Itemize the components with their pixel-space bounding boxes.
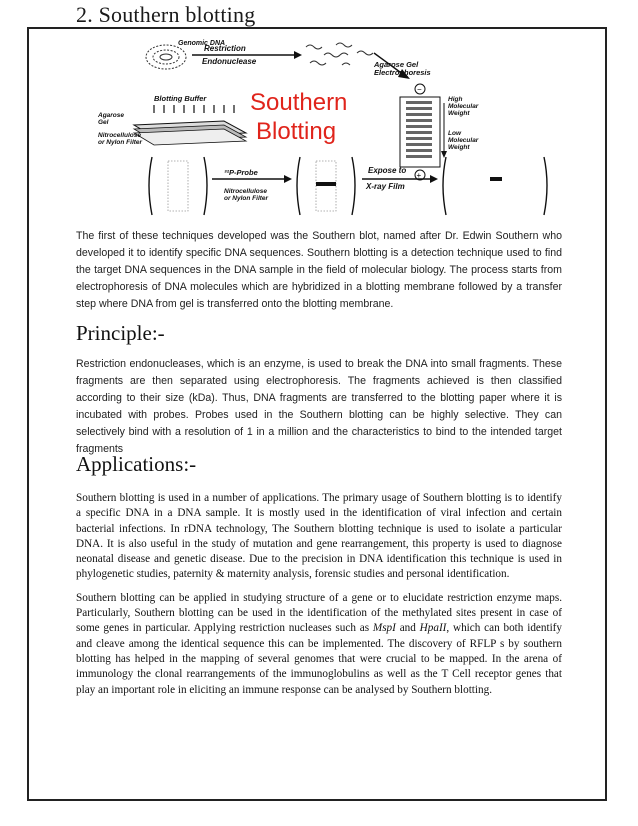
- xray-film-icon: [443, 157, 547, 215]
- low-mw-label: Low Molecular Weight: [448, 130, 479, 151]
- expose-to-label: Expose to: [368, 166, 407, 175]
- nitrocellulose-label: Nitrocellulose or Nylon Filter: [98, 132, 143, 146]
- dna-fragments-icon: [306, 43, 373, 65]
- nitrocellulose-label-2: Nitrocellulose or Nylon Filter: [224, 188, 269, 202]
- buffer-arrows-icon: [154, 105, 234, 113]
- applications-heading: Applications:-: [76, 452, 197, 476]
- applications-paragraph-2: Southern blotting can be applied in studying structure of a gene or to elucidate restriction enzyme maps. Particularly, Southern blotting can be used in the identification of the methylated sites present in case of some genes in particular. Applying restriction nucleases such as MspI and HpaII, which can both identify and cleave among the identical sequence this can be implemented. The discovery of RFLP s by southern blotting has helped in the mapping of several genomes that were crucial to be mapped. In the arena of immunology the clonal rearrangements of the immunoglobulins as well as the T Cell receptor genes that play an important role in eliciting an immune response can be analysed by Southern blotting.: [76, 591, 563, 696]
- blotting-stack-icon: [134, 121, 246, 145]
- southern-blotting-diagram: [74, 37, 560, 222]
- hpaii-enzyme: HpaII: [419, 622, 447, 635]
- minus-terminal: −: [417, 85, 422, 94]
- genomic-dna-label: Genomic DNA: [178, 40, 226, 47]
- filter-dna-icon: [149, 157, 207, 215]
- principle-heading: Principle:-: [76, 321, 165, 345]
- high-mw-label: High Molecular Weight: [448, 96, 479, 117]
- intro-paragraph: The first of these techniques developed was the Southern blot, named after Dr. Edwin Southern who developed it to identify specific DNA sequences. Southern blotting is a detection technique used to find the target DNA sequences in the DNA sample in the field of molecular biology. The process starts from electrophoresis of DNA molecules which are hybridized in a blotting membrane followed by a transfer step where DNA from gel is transferred onto the blotting membrane.: [76, 230, 562, 310]
- mspi-enzyme: MspI: [372, 622, 396, 635]
- plus-terminal: +: [416, 171, 422, 180]
- applications-body: [76, 491, 562, 706]
- principle-paragraph: Restriction endonucleases, which is an enzyme, is used to break the DNA into small fragments. These fragments are then separated using electrophoresis. The fragments achieved is then classified according to their size (kDa). Thus, DNA fragments are transferred to the blotting paper where it is incubated with probes. Probes used in the Southern blotting can be highly selective. They can selectively bind with a resolution of 1 in a million and the characteristics to bind to the intended target fragments: [76, 358, 562, 455]
- southern-blotting-figure: [74, 37, 560, 222]
- probe-label: ³²P-Probe: [224, 168, 258, 177]
- applications-paragraph-1: Southern blotting is used in a number of applications. The primary usage of Southern blotting is to identify a specific DNA in a DNA sample. It is mostly used in the identification of viral infection and certain bacterial infections. In rDNA technology, The Southern blotting technique is used to isolate a particular DNA. It is also useful in the study of mutation and gene rearrangement, this property is used to diagnose neonatal disease and genetic disease. Due to the precision in DNA identification this technique is used in phylogenetic studies, paternity & maternity analysis, forensic studies and personal identification.: [76, 492, 562, 581]
- agarose-gel-stack-label: Agarose Gel: [98, 112, 125, 126]
- genomic-dna-cluster-icon: [146, 45, 186, 69]
- agarose-gel-label: Agarose Gel Electrophoresis: [374, 60, 431, 77]
- page-title: 2. Southern blotting: [76, 2, 256, 27]
- restriction-label: Restriction: [204, 44, 246, 53]
- endonuclease-label: Endonuclease: [202, 57, 257, 66]
- hybridized-filter-icon: [297, 157, 355, 215]
- southern-logo-text: Southern: [250, 89, 348, 116]
- blotting-buffer-label: Blotting Buffer: [154, 94, 207, 103]
- blotting-logo-text: Blotting: [256, 118, 337, 145]
- xray-film-label: X-ray Film: [366, 182, 405, 191]
